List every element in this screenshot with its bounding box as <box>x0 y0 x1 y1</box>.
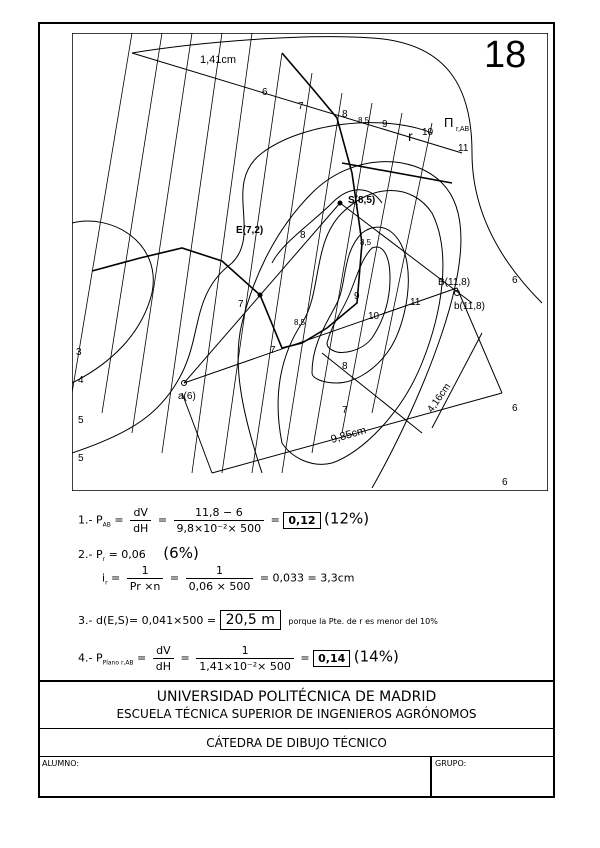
student-row <box>38 756 555 798</box>
contour-label-5b: 5 <box>78 453 84 464</box>
point-b-label: B(11,8) <box>438 277 471 288</box>
eq1-number: 1.- <box>78 513 93 527</box>
chair-name: CÁTEDRA DE DIBUJO TÉCNICO <box>206 736 387 750</box>
eq3-note: porque la Pte. de r es menor del 10% <box>288 617 438 626</box>
eq4-number: 4.- <box>78 651 93 665</box>
contour-label-7c: 7 <box>238 299 244 310</box>
plane-label: Π <box>444 115 454 130</box>
contour-label-9b: 9 <box>354 291 360 302</box>
eq3-result: 20,5 m <box>220 610 281 630</box>
contour-label-85: 8,5 <box>358 116 370 125</box>
eq4-result: 0,14 <box>313 650 350 667</box>
contour-label-5a: 5 <box>78 415 84 426</box>
student-label: ALUMNO: <box>42 759 80 768</box>
eq2-lhs: P <box>95 548 103 561</box>
contour-8 <box>312 227 408 383</box>
plate-number: 18 <box>484 34 527 76</box>
eq4-frac1: $\frac{dV}{dH}$ <box>153 644 174 673</box>
equation-4: 4.- $P_{Plano r,AB}$ = $\frac{dV}{dH}$ = $\frac{1}{\text{1,41×10⁻²× 500}}$ = 0,14 (14%) <box>78 644 399 673</box>
eq3-number: 3.- <box>78 614 93 627</box>
contour-label-11b: 11 <box>410 297 421 308</box>
contour-label-4: 4 <box>78 375 84 386</box>
eq4-percent: (14%) <box>353 647 399 666</box>
eq2-percent: (6%) <box>163 544 199 562</box>
dist-right-label: 4,16cm <box>425 381 454 415</box>
contour-label-7: 7 <box>298 101 304 112</box>
contour-label-5c: 6 <box>512 275 518 286</box>
eq2b-tail: = 0,033 = 3,3cm <box>259 571 355 585</box>
point-e-label: E(7,2) <box>236 225 264 236</box>
contour-label-10b: 10 <box>368 311 380 322</box>
contour-label-6b: 6 <box>512 403 518 414</box>
map-labels <box>76 54 518 488</box>
eq2-lhs-sub: r <box>102 556 106 563</box>
equation-2b: $i_r$ = $\frac{1}{Pr \times n}$ = $\frac{1}{0,06 \times 500}$ = 0,033 = 3,3cm <box>102 564 355 593</box>
equation-2 <box>78 544 199 563</box>
point-s-label: S(8,5) <box>348 195 376 206</box>
dist-bottom-label: 9,85cm <box>329 424 368 446</box>
eq1-lhs: P <box>95 513 103 527</box>
dist-top-label: 1,41cm <box>200 54 237 66</box>
equation-3 <box>78 610 438 630</box>
contour-label-9: 9 <box>382 119 388 130</box>
eq2b-lhs: i <box>102 571 106 585</box>
contour-label-6c: 6 <box>502 477 508 488</box>
eq2b-frac1: $\frac{1}{Pr \times n}$ <box>127 564 164 593</box>
point-a-label: a(6) <box>178 391 196 402</box>
point-e-marker <box>258 293 263 298</box>
path-polyline <box>92 53 452 348</box>
title-block-header <box>38 680 555 728</box>
eq2b-frac2: $\frac{1}{0,06 \times 500}$ <box>186 564 254 593</box>
contour-label-6: 6 <box>262 87 268 98</box>
contour-west <box>72 221 153 383</box>
topographic-map <box>72 33 548 491</box>
eq2-number: 2.- <box>78 548 93 561</box>
eq4-lhs: P <box>95 651 103 665</box>
map-svg <box>72 33 548 491</box>
eq4-lhs-sub: Plano r,AB <box>102 659 134 667</box>
map-frame <box>72 33 548 491</box>
contour-label-8d: 7 <box>270 345 276 356</box>
row-divider <box>430 757 432 796</box>
contour-label-8c: 8 <box>300 230 306 241</box>
contour-label-85b: 8,5 <box>360 238 372 247</box>
eq2-value: = 0,06 <box>108 548 146 561</box>
group-label: GRUPO: <box>435 759 467 768</box>
contour-label-10: 10 <box>422 127 434 138</box>
school-name: ESCUELA TÉCNICA SUPERIOR DE INGENIEROS AGRÓNOMOS <box>116 707 477 721</box>
plane-sub-label: r,AB <box>456 126 470 133</box>
eq1-frac1: $\frac{dV}{dH}$ <box>130 506 151 535</box>
contour-label-11: 11 <box>458 143 469 154</box>
eq1-result: 0,12 <box>283 512 320 529</box>
contour-label-85c: 8,5 <box>294 318 306 327</box>
grid-lines <box>72 33 432 473</box>
eq1-lhs-sub: AB <box>102 521 111 529</box>
eq4-frac2: $\frac{1}{\text{1,41×10⁻²× 500}}$ <box>196 644 294 673</box>
point-s-marker <box>338 201 343 206</box>
eq2b-lhs-sub: r <box>105 579 108 587</box>
eq3-lhs: d(E,S)= 0,041×500 = <box>95 614 217 627</box>
eq1-percent: (12%) <box>324 509 370 528</box>
eq1-frac2: $\frac{11,8 - 6}{\text{9,8×10⁻²× 500}}$ <box>174 506 265 535</box>
equation-1: 1.- $P_{AB}$ = $\frac{dV}{dH}$ = $\frac{11,8 - 6}{\text{9,8×10⁻²× 500}}$ = 0,12 (12%) <box>78 506 370 535</box>
point-b2-label: b(11,8) <box>454 301 485 312</box>
r-label: r <box>408 128 413 144</box>
contour-outer <box>132 37 542 303</box>
chair-row <box>38 728 555 756</box>
contour-label-8: 8 <box>342 109 348 120</box>
contour-label-8b: 8 <box>342 361 348 372</box>
contour-label-7b: 7 <box>342 405 348 416</box>
university-name: UNIVERSIDAD POLITÉCNICA DE MADRID <box>156 689 437 705</box>
contour-label-3: 3 <box>76 347 82 358</box>
